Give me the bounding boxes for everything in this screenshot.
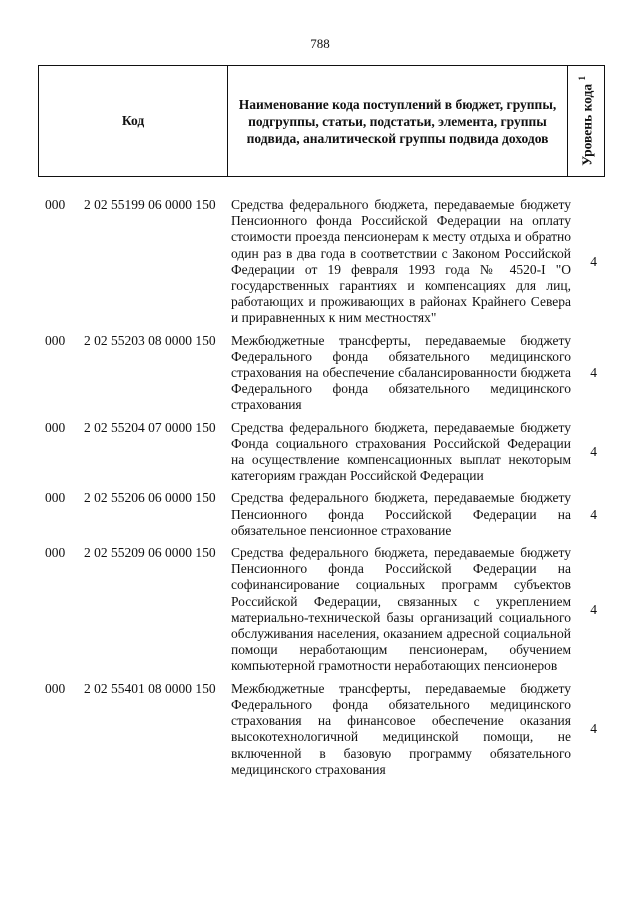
row-level: 4 [590, 253, 597, 269]
row-level: 4 [590, 444, 597, 460]
row-code: 2 02 55401 08 0000 150 [84, 680, 216, 696]
row-code: 2 02 55204 07 0000 150 [84, 419, 216, 435]
header-level-label [577, 76, 596, 166]
row-level: 4 [590, 506, 597, 522]
header-code: Код [39, 66, 228, 176]
header-level-text: Уровень кода [579, 84, 595, 166]
row-prefix: 000 [45, 680, 66, 696]
table-row [0, 490, 640, 539]
header-level [568, 66, 604, 176]
row-code: 2 02 55199 06 0000 150 [84, 197, 216, 212]
table-row [0, 420, 640, 485]
row-prefix: 000 [45, 197, 66, 212]
row-level: 4 [590, 601, 597, 617]
row-level: 4 [590, 365, 597, 381]
row-prefix: 000 [45, 419, 66, 435]
table-row [0, 197, 640, 327]
table-body [0, 197, 640, 778]
row-description: Средства федерального бюджета, передаваемые бюджету Пенсионного фонда Российской Федерации на оплату стоимости проезда пенсионерам к месту отдыха и обратно один раз в два года в соответствии с Законом Российской Федерации от 19 февраля 1993 года № 4520-I "О государственных гарантиях и компенсациях для лиц, работающих и проживающих в районах Крайнего Севера и приравненных к ним местностях" [231, 197, 571, 326]
row-description: Межбюджетные трансферты, передаваемые бюджету Федерального фонда обязательного медицинского страхования на финансовое обеспечение оказания высокотехнологичной медицинской помощи, не включенной в базовую программу обязательного медицинского страхования [231, 680, 571, 777]
table-row [0, 545, 640, 675]
table-header [38, 65, 605, 177]
row-description: Средства федерального бюджета, передаваемые бюджету Пенсионного фонда Российской Федерации на софинансирование социальных программ субъектов Российской Федерации, связанных с укреплением материально-технической базы организаций социального обслуживания населения, оказанием адресной социальной помощи неработающим пенсионерам, обучением компьютерной грамотности неработающих пенсионеров [231, 545, 571, 674]
row-description: Средства федерального бюджета, передаваемые бюджету Пенсионного фонда Российской Федерации на обязательное пенсионное страхование [231, 490, 571, 538]
page-number: 788 [310, 36, 330, 51]
row-description: Средства федерального бюджета, передаваемые бюджету Фонда социального страхования Российской Федерации на осуществление компенсационных выплат некоторым категориям граждан Российской Федерации [231, 419, 571, 484]
row-prefix: 000 [45, 545, 66, 561]
table-row [0, 681, 640, 778]
table-row [0, 333, 640, 414]
row-description: Межбюджетные трансферты, передаваемые бюджету Федерального фонда обязательного медицинского страхования на обеспечение сбалансированности бюджета Федерального фонда обязательного медицинского страхования [231, 332, 571, 413]
row-prefix: 000 [45, 490, 66, 506]
row-code: 2 02 55203 08 0000 150 [84, 332, 216, 348]
row-prefix: 000 [45, 332, 66, 348]
row-level: 4 [590, 721, 597, 737]
row-code: 2 02 55209 06 0000 150 [84, 545, 216, 561]
header-name: Наименование кода поступлений в бюджет, группы, подгруппы, статьи, подстатьи, элемента, группы подвида, аналитической группы подвида доходов [228, 66, 568, 176]
row-code: 2 02 55206 06 0000 150 [84, 490, 216, 506]
header-level-footnote: 1 [576, 76, 587, 81]
